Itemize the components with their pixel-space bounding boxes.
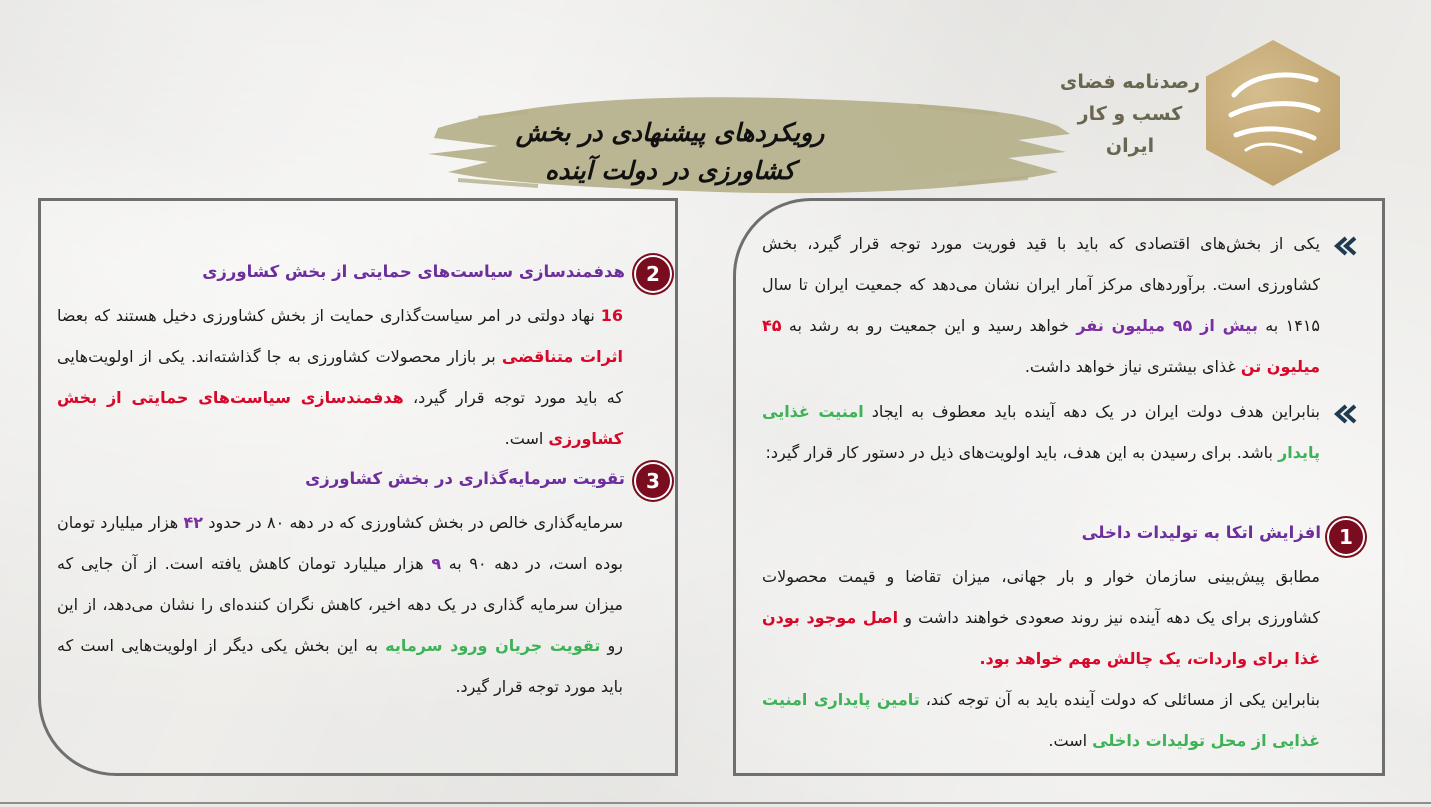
text: یکی از بخش‌های اقتصادی که باید با قید فوریت مورد توجه قرار گیرد، بخش کشاورزی است. برآوردهای مرکز آمار ایران نشان می‌دهد که جمعیت ایران تا سال ۱۴۱۵ به [762, 234, 1321, 335]
text: مطابق پیش‌بینی سازمان خوار و بار جهانی، میزان تقاضا و قیمت محصولات کشاورزی برای یک دهه آینده نیز روند صعودی خواهند داشت و [762, 567, 1320, 627]
text: غذای بیشتری نیاز خواهد داشت. [1024, 357, 1241, 376]
highlight-targeting-policy: هدفمندسازی سیاست‌های حمایتی از بخش کشاورزی [57, 388, 623, 448]
paragraph-support-policy [57, 295, 623, 459]
badge-number: 3 [646, 469, 660, 493]
paragraph-global-demand [762, 556, 1320, 679]
paragraph-population [762, 223, 1320, 387]
text: به این بخش یکی دیگر از اولویت‌هایی است که باید مورد توجه قرار گیرد. [57, 636, 623, 696]
text: بر بازار محصولات کشاورزی به جا گذاشته‌اند. یکی از اولویت‌هایی که باید مورد توجه قرار گیرد، [57, 347, 623, 407]
highlight-investment-80s: ۴۲ [183, 513, 204, 532]
text: بنابراین یکی از مسائلی که دولت آینده باید به آن توجه کند، [919, 690, 1321, 709]
paragraph-food-security [762, 391, 1320, 473]
highlight-sustainable-supply: تامین پایداری امنیت غذایی از محل تولیدات داخلی [762, 690, 1320, 750]
highlight-count: 16 [600, 306, 623, 325]
text: بنابراین هدف دولت ایران در یک دهه آینده باید معطوف به ایجاد [863, 402, 1321, 421]
logo-badge [1206, 40, 1340, 186]
bottom-divider [0, 802, 1431, 804]
brand-line-1: رصدنامه فضای [1059, 71, 1201, 93]
title-line-2: کشاورزی در دولت آینده [545, 156, 795, 185]
badge-number: 1 [1339, 525, 1353, 549]
title-line-1: رویکردهای پیشنهادی در بخش [515, 118, 825, 147]
text: باشد. برای رسیدن به این هدف، باید اولویت‌های ذیل در دستور کار قرار گیرد: [765, 443, 1279, 462]
text: هزار میلیارد تومان کاهش یافته است. از آن جایی که میزان سرمایه گذاری در یک دهه اخیر، کاهش نگران کننده‌ای را نشان می‌دهد، از این رو [57, 554, 623, 655]
logo-calligraphy-icon [1206, 40, 1340, 186]
section-3-heading: تقویت سرمایه‌گذاری در بخش کشاورزی [305, 469, 625, 488]
brand-line-2: کسب و کار [1077, 103, 1183, 125]
double-chevron-left-icon [1332, 404, 1358, 424]
badge-number: 2 [646, 262, 660, 286]
highlight-investment-90s: ۹ [431, 554, 442, 573]
paragraph-domestic-production [762, 679, 1320, 761]
text: است. [1048, 731, 1093, 750]
highlight-population: بیش از ۹۵ میلیون نفر [1076, 316, 1258, 335]
text: خواهد رسید و این جمعیت رو به رشد به [781, 316, 1077, 335]
brand-line-3: ایران [1105, 135, 1155, 157]
double-chevron-left-icon [1332, 236, 1358, 256]
section-number-badge-3 [636, 464, 670, 498]
section-1-heading: افزایش اتکا به تولیدات داخلی [1081, 523, 1321, 542]
text: نهاد دولتی در امر سیاست‌گذاری حمایت از بخش کشاورزی دخیل هستند که بعضا [57, 306, 601, 325]
text: هزار میلیارد تومان بوده است، در دهه ۹۰ به [57, 513, 624, 573]
section-number-badge-1 [1329, 520, 1363, 554]
highlight-food-security: امنیت غذایی پایدار [762, 402, 1320, 462]
highlight-capital-inflow: تقویت جریان ورود سرمایه [385, 636, 601, 655]
text: است. [504, 429, 549, 448]
section-2-heading: هدفمندسازی سیاست‌های حمایتی از بخش کشاورزی [202, 262, 625, 281]
highlight-contradictory-effects: اثرات متناقضی [501, 347, 624, 366]
text: سرمایه‌گذاری خالص در بخش کشاورزی که در دهه ۸۰ در حدود [203, 513, 623, 532]
page-title [430, 114, 910, 190]
highlight-import-challenge: اصل موجود بودن غذا برای واردات، یک چالش مهم خواهد بود. [762, 608, 1320, 668]
paragraph-investment [57, 502, 623, 707]
section-number-badge-2 [636, 257, 670, 291]
highlight-food-tons: ۴۵ میلیون تن [762, 316, 1320, 376]
